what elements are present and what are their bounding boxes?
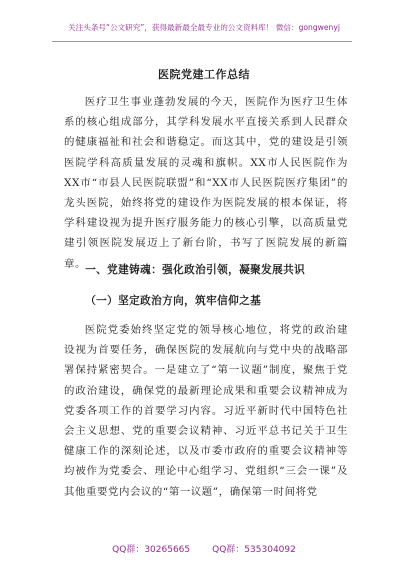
document-title: 医院党建工作总结 xyxy=(158,68,250,81)
subsection-heading: （一）坚定政治方向，筑牢信仰之基 xyxy=(85,295,262,307)
footer-qq-group-1: QQ群：30265665 xyxy=(112,545,191,555)
section-heading: 一、党建铸魂：强化政治引领，凝聚发展共识 xyxy=(85,264,306,276)
header-divider xyxy=(52,41,352,42)
header-notice: 关注头条号“公文研究”，获得最新最全最专业的公文资料库！ 微信：gongwenyj xyxy=(68,23,340,32)
footer-qq-group-2: QQ群：535304092 xyxy=(212,545,296,555)
intro-paragraph: 医疗卫生事业蓬勃发展的今天，医院作为医疗卫生体系的核心组成部分，其学科发展水平直接关系到人民群众的健康福祉和社会和谐稳定。而这其中，党的建设是引领医院学科高质量发展的灵魂和旗帜。XX市人民医院作为XX市“市县人民医院联盟”和“XX市人民医院医疗集团”的龙头医院，始终将党的建设作为医院发展的根本保证，将学科建设视为提升医疗服务能力的核心引擎，以高质量党建引领医院发展迈上了新台阶，书写了医院发展的新篇章。 xyxy=(64,96,348,270)
subsection-paragraph: 医院党委始终坚定党的领导核心地位，将党的政治建设视为首要任务，确保医院的发展航向与党中央的战略部署保持紧密契合。一是建立了“第一议题”制度，聚焦于党的政治建设，确保党的最新理论成果和重要会议精神成为党委各项工作的首要学习内容。习近平新时代中国特色社会主义思想、党的重要会议精神、习近平总书记关于卫生健康工作的深刻论述，以及市委市政府的重要会议精神等均被作为党委会、理论中心组学习、党组织“三会一课”及其他重要党内会议的“第一议题”，确保第一时间将党 xyxy=(64,324,348,498)
footer xyxy=(0,544,408,556)
